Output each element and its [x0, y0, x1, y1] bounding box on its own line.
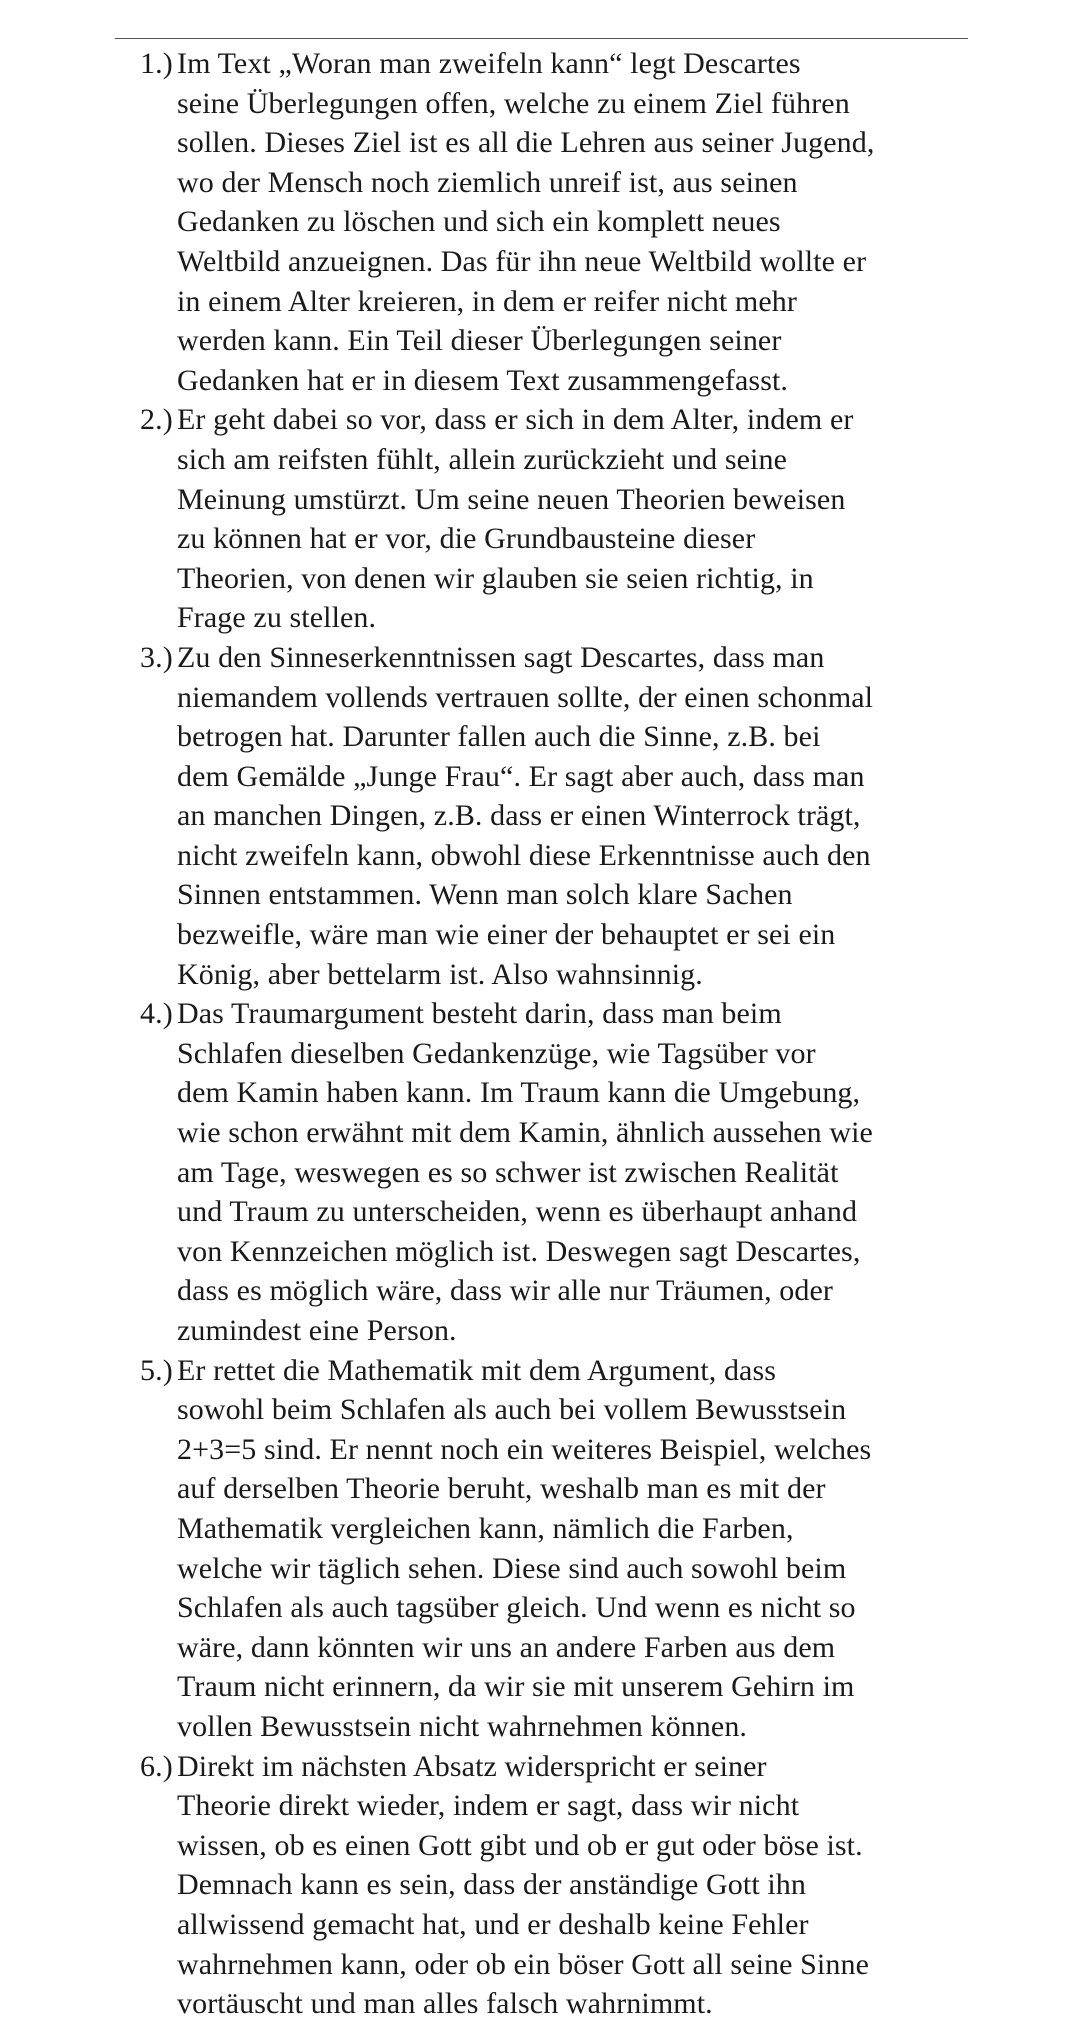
text-line: betrogen hat. Darunter fallen auch die Sinne, z.B. bei	[177, 720, 821, 754]
text-line: Er rettet die Mathematik mit dem Argument, dass	[177, 1353, 777, 1387]
item-number: 3.)	[140, 640, 173, 674]
text-line: Theorien, von denen wir glauben sie seien richtig, in	[177, 561, 814, 595]
text-line: Das Traumargument besteht darin, dass man beim	[177, 997, 782, 1031]
text-line: sich am reifsten fühlt, allein zurückzieht und seine	[177, 442, 787, 476]
text-line: auf derselben Theorie beruht, weshalb man es mit der	[177, 1472, 826, 1506]
text-line: seine Überlegungen offen, welche zu einem Ziel führen	[177, 86, 850, 120]
answer-item-6	[0, 1747, 1080, 2024]
text-line: zu können hat er vor, die Grundbausteine dieser	[177, 522, 756, 556]
item-number: 6.)	[140, 1749, 173, 1783]
text-line: niemandem vollends vertrauen sollte, der einen schonmal	[177, 680, 874, 714]
text-line: dem Kamin haben kann. Im Traum kann die Umgebung,	[177, 1076, 861, 1110]
text-line: Schlafen als auch tagsüber gleich. Und wenn es nicht so	[177, 1591, 856, 1625]
text-line: Er geht dabei so vor, dass er sich in dem Alter, indem er	[177, 403, 854, 437]
answer-item-4	[0, 994, 1080, 1350]
text-line: dass es möglich wäre, dass wir alle nur Träumen, oder	[177, 1274, 833, 1308]
text-line: bezweifle, wäre man wie einer der behauptet er sei ein	[177, 918, 836, 952]
text-line: wäre, dann könnten wir uns an andere Farben aus dem	[177, 1630, 836, 1664]
document-body	[0, 44, 1080, 2024]
text-line: vortäuscht und man alles falsch wahrnimmt.	[177, 1987, 713, 2021]
text-line: wahrnehmen kann, oder ob ein böser Gott all seine Sinne	[177, 1947, 869, 1981]
answer-item-3	[0, 638, 1080, 994]
text-line: von Kennzeichen möglich ist. Deswegen sagt Descartes,	[177, 1234, 861, 1268]
text-line: wo der Mensch noch ziemlich unreif ist, aus seinen	[177, 165, 798, 199]
text-line: Theorie direkt wieder, indem er sagt, dass wir nicht	[177, 1789, 800, 1823]
text-line: Traum nicht erinnern, da wir sie mit unserem Gehirn im	[177, 1670, 855, 1704]
text-line: und Traum zu unterscheiden, wenn es überhaupt anhand	[177, 1195, 858, 1229]
text-line: Gedanken hat er in diesem Text zusammengefasst.	[177, 363, 789, 397]
item-number: 4.)	[140, 997, 173, 1031]
text-line: Schlafen dieselben Gedankenzüge, wie Tagsüber vor	[177, 1036, 816, 1070]
text-line: am Tage, weswegen es so schwer ist zwischen Realität	[177, 1155, 839, 1189]
text-line: an manchen Dingen, z.B. dass er einen Winterrock trägt,	[177, 799, 861, 833]
text-line: wissen, ob es einen Gott gibt und ob er gut oder böse ist.	[177, 1828, 863, 1862]
text-line: zumindest eine Person.	[177, 1314, 457, 1347]
text-line: Mathematik vergleichen kann, nämlich die Farben,	[177, 1511, 794, 1545]
text-line: sollen. Dieses Ziel ist es all die Lehren aus seiner Jugend,	[177, 126, 875, 160]
text-line: werden kann. Ein Teil dieser Überlegungen seiner	[177, 324, 782, 358]
text-line: Im Text „Woran man zweifeln kann“ legt Descartes	[177, 47, 801, 80]
text-line: Meinung umstürzt. Um seine neuen Theorien beweisen	[177, 482, 846, 516]
text-line: welche wir täglich sehen. Diese sind auch sowohl beim	[177, 1551, 847, 1585]
answer-item-5	[0, 1351, 1080, 1747]
item-number: 2.)	[140, 403, 173, 437]
answer-item-2	[0, 400, 1080, 638]
item-number: 5.)	[140, 1353, 173, 1387]
text-line: Zu den Sinneserkenntnissen sagt Descartes, dass man	[177, 640, 825, 674]
text-line: in einem Alter kreieren, in dem er reifer nicht mehr	[177, 284, 797, 318]
item-number: 1.)	[140, 47, 173, 80]
text-line: sowohl beim Schlafen als auch bei vollem Bewusstsein	[177, 1393, 847, 1427]
text-line: Weltbild anzueignen. Das für ihn neue Weltbild wollte er	[177, 244, 867, 278]
text-line: König, aber bettelarm ist. Also wahnsinnig.	[177, 957, 703, 991]
text-line: allwissend gemacht hat, und er deshalb keine Fehler	[177, 1907, 809, 1941]
text-line: Frage zu stellen.	[177, 601, 377, 635]
top-divider	[115, 38, 968, 39]
text-line: Direkt im nächsten Absatz widerspricht er seiner	[177, 1749, 767, 1783]
text-line: wie schon erwähnt mit dem Kamin, ähnlich aussehen wie	[177, 1116, 873, 1150]
text-line: Gedanken zu löschen und sich ein komplett neues	[177, 205, 781, 239]
text-line: Demnach kann es sein, dass der anständige Gott ihn	[177, 1868, 807, 1902]
text-line: dem Gemälde „Junge Frau“. Er sagt aber auch, dass man	[177, 759, 865, 793]
text-line: vollen Bewusstsein nicht wahrnehmen können.	[177, 1709, 748, 1743]
text-line: nicht zweifeln kann, obwohl diese Erkenntnisse auch den	[177, 838, 871, 872]
answer-item-1	[0, 44, 1080, 400]
text-line: 2+3=5 sind. Er nennt noch ein weiteres Beispiel, welches	[177, 1432, 872, 1466]
text-line: Sinnen entstammen. Wenn man solch klare Sachen	[177, 878, 793, 912]
